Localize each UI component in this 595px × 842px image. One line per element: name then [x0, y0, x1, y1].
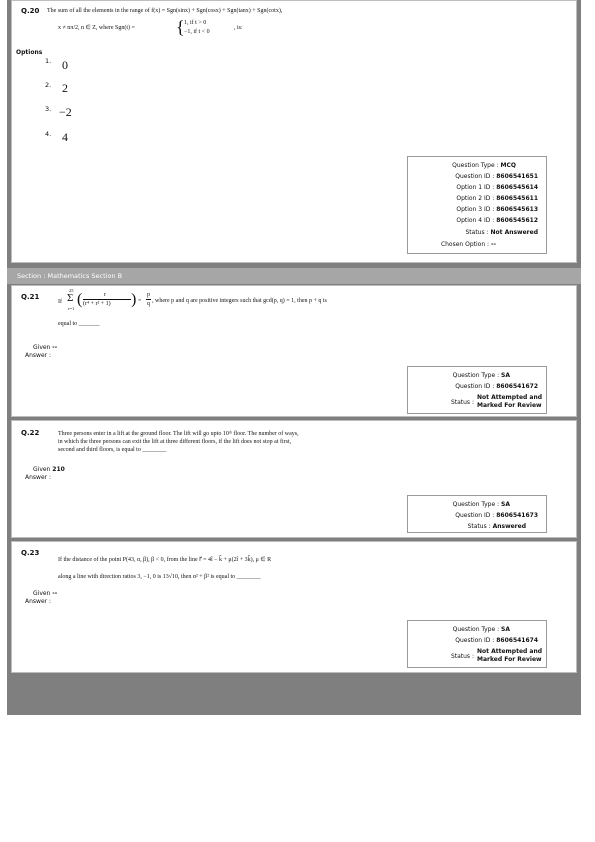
given-label: Given	[33, 466, 51, 473]
info-type-value: SA	[501, 626, 510, 633]
piecewise-brace: {	[176, 17, 185, 37]
result-numerator: p	[147, 292, 150, 298]
section-title: Section : Mathematics Section B	[17, 272, 123, 280]
question-number: Q.21	[21, 293, 40, 301]
info-id-label: Question ID :	[455, 383, 495, 390]
question-info-box	[407, 366, 547, 414]
equals-sign: =	[138, 298, 142, 304]
option-4-number: 4.	[45, 130, 52, 138]
term-denominator: (r⁴ + r² + 1)	[83, 301, 111, 307]
info-id-value: 8606541674	[496, 637, 538, 644]
question-panel-q20	[11, 0, 577, 263]
question-info-box	[407, 495, 547, 533]
option-2-number: 2.	[45, 81, 52, 89]
sigma-symbol: Σ	[67, 292, 74, 304]
answer-label: Answer :	[25, 474, 52, 481]
option-3-number: 3.	[45, 105, 52, 113]
info-status-value: Not Answered	[490, 229, 538, 236]
info-status-value: Answered	[492, 523, 526, 530]
question-number: Q.23	[21, 549, 40, 557]
answer-label: Answer :	[25, 598, 52, 605]
info-type-label: Question Type :	[452, 501, 500, 508]
result-denominator: q	[147, 301, 150, 307]
info-opt4-label: Option 4 ID :	[456, 217, 495, 224]
info-id-label: Question ID :	[455, 637, 495, 644]
stem-suffix: , is:	[234, 25, 243, 31]
stem-prefix: x ≠ nπ/2, n ∈ Z, where Sgn(t) =	[58, 25, 135, 31]
question-panel-q23	[11, 541, 577, 673]
question-stem-line1: The sum of all the elements in the range of f(x) = Sgn(sinx) + Sgn(cosx) + Sgn(tanx) + Sgn(cotx),	[47, 8, 283, 14]
info-chosen-label: Chosen Option :	[440, 241, 490, 248]
term-numerator: r	[104, 292, 106, 298]
question-info-box	[407, 620, 547, 668]
question-number: Q.20	[21, 7, 40, 15]
info-id-label: Question ID :	[455, 512, 495, 519]
info-type-value: SA	[501, 501, 510, 508]
question-panel-q22	[11, 420, 577, 538]
info-status-value-line2: Marked For Review	[477, 402, 542, 409]
info-status-label: Status :	[450, 399, 474, 406]
question-stem-line2: in which the three persons can exit the lift at three different floors, if the lift does not stop at first,	[58, 439, 292, 445]
info-type-value: SA	[501, 372, 510, 379]
info-opt1-label: Option 1 ID :	[456, 184, 495, 191]
option-2-value[interactable]: 2	[62, 81, 68, 95]
info-type-value: MCQ	[500, 162, 516, 169]
question-stem-line1: Three persons enter in a lift at the ground floor. The lift will go upto 10ᵗʰ floor. The number of ways,	[58, 431, 299, 437]
piece-bottom: −1, if t < 0	[184, 29, 210, 35]
info-id-label: Question ID :	[455, 173, 495, 180]
sum-lower-limit: r=1	[68, 306, 75, 311]
question-stem-line2	[58, 18, 358, 38]
question-info-box	[407, 156, 547, 254]
info-status-value-line2: Marked For Review	[477, 656, 542, 663]
given-label: Given	[33, 344, 51, 351]
given-value: --	[52, 590, 58, 597]
info-opt1-value: 8606545614	[496, 184, 538, 191]
info-status-label: Status :	[467, 523, 491, 530]
info-id-value: 8606541672	[496, 383, 538, 390]
info-id-value: 8606541651	[496, 173, 538, 180]
info-opt3-label: Option 3 ID :	[456, 206, 495, 213]
info-opt2-value: 8606545611	[496, 195, 538, 202]
piece-top: 1, if t > 0	[184, 20, 207, 26]
question-number: Q.22	[21, 429, 40, 437]
info-opt3-value: 8606545613	[496, 206, 538, 213]
question-stem-line1: If the distance of the point P(43, α, β), β < 0, from the line r⃗ = 4î − k̂ + μ(2î + 3k̂), μ ∈ R	[58, 557, 272, 563]
info-status-value-line1: Not Attempted and	[477, 648, 543, 655]
question-stem-line1	[58, 288, 538, 316]
stem-prefix: If	[58, 299, 62, 305]
question-panel-q21	[11, 285, 577, 417]
info-chosen-value: --	[491, 241, 496, 248]
paren-open: (	[77, 291, 83, 308]
info-type-label: Question Type :	[452, 162, 499, 169]
paren-close: )	[131, 291, 137, 308]
option-1-number: 1.	[45, 57, 52, 65]
section-header	[7, 268, 581, 284]
info-type-label: Question Type :	[452, 372, 500, 379]
stem-suffix: , where p and q are positive integers such that gcd(p, q) = 1, then p + q is	[152, 298, 327, 304]
info-id-value: 8606541673	[496, 512, 538, 519]
sum-upper-limit: 25	[69, 288, 74, 293]
given-value: 210	[52, 466, 65, 473]
info-opt4-value: 8606545612	[496, 217, 538, 224]
option-4-value[interactable]: 4	[62, 130, 68, 144]
info-status-label: Status :	[465, 229, 489, 236]
info-status-value-line1: Not Attempted and	[477, 394, 543, 401]
option-1-value[interactable]: 0	[62, 58, 68, 72]
given-value: --	[52, 344, 58, 351]
question-stem-line3: second and third floors, is equal to ________	[58, 447, 167, 453]
info-opt2-label: Option 2 ID :	[456, 195, 495, 202]
options-label: Options	[16, 49, 43, 56]
option-3-value[interactable]: −2	[59, 105, 72, 119]
question-stem-line2: along a line with direction ratios 3, −1, 0 is 13√10, then α² + β² is equal to ________	[58, 574, 261, 580]
info-type-label: Question Type :	[452, 626, 500, 633]
info-status-label: Status :	[450, 653, 474, 660]
answer-label: Answer :	[25, 352, 52, 359]
question-stem-line2: equal to _______	[58, 321, 100, 327]
given-label: Given	[33, 590, 51, 597]
